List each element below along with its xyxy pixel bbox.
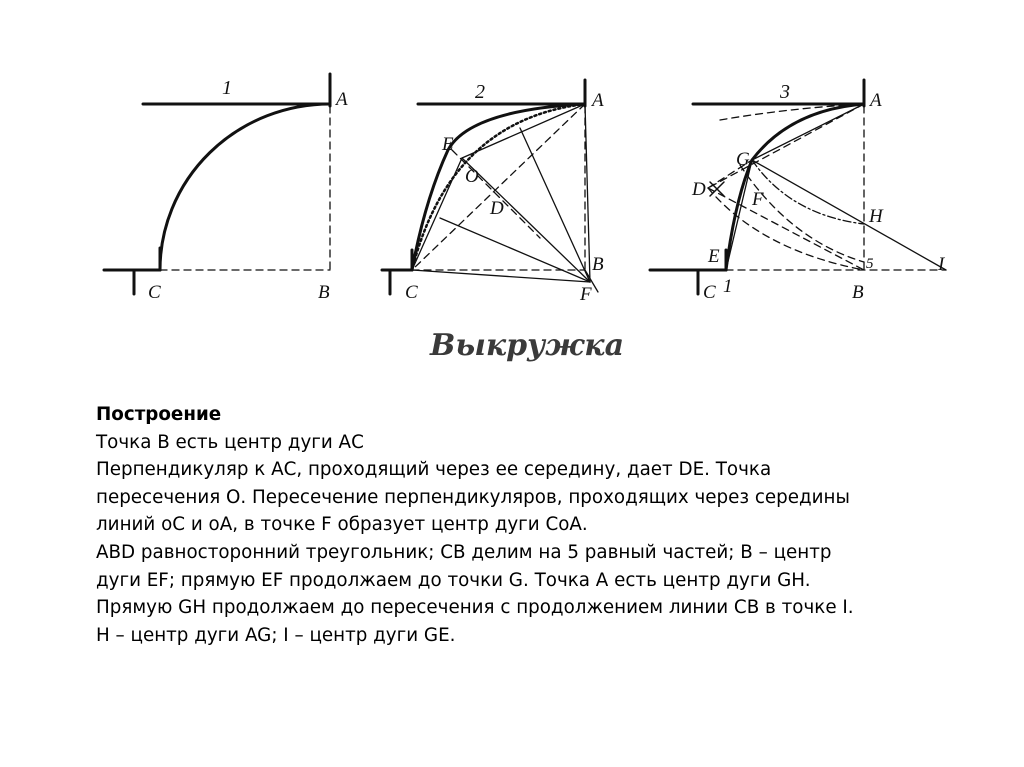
figure-1-label-a: A (336, 89, 348, 110)
figure-2-label-a: A (592, 90, 604, 111)
figure-3-label-a: A (870, 90, 882, 111)
figure-3-label-one: 1 (723, 276, 733, 297)
description-heading: Построение (96, 404, 222, 425)
figure-2-label-b: B (592, 254, 604, 275)
figure-1-label-c: C (148, 282, 161, 303)
figure-1-label-b: B (318, 282, 330, 303)
figure-2 (382, 80, 598, 294)
construction-description (96, 401, 976, 649)
figure-1-number: 1 (222, 77, 232, 99)
figure-2-label-c: C (405, 282, 418, 303)
figure-2-label-d: D (490, 198, 504, 219)
figure-3-label-f: F (752, 189, 764, 210)
diagram-caption: Выкружка (430, 328, 625, 363)
figure-2-label-o: O (465, 166, 479, 187)
description-line: Точка В есть центр дуги АС (96, 431, 364, 453)
figure-3-label-h: H (869, 206, 883, 227)
arc-ac (160, 104, 330, 270)
description-line: Прямую GH продолжаем до пересечения с продолжением линии CB в точке I. (96, 597, 854, 619)
description-line: H – центр дуги AG; I – центр дуги GE. (96, 624, 456, 646)
figure-3-label-b: B (852, 282, 864, 303)
figure-3-label-i: I (938, 254, 945, 275)
figure-2-number: 2 (475, 81, 485, 103)
figure-3-label-e: E (708, 246, 720, 267)
figure-2-label-e: E (442, 134, 454, 155)
description-line: линий оС и оА, в точке F образует центр дуги СоА. (96, 514, 588, 536)
figure-3-label-five: 5 (866, 256, 874, 272)
figure-3-label-d: D (692, 179, 706, 200)
figure-3-label-c: C (703, 282, 716, 303)
description-line: ABD равносторонний треугольник; CB делим на 5 равный частей; B – центр (96, 541, 832, 563)
figure-1 (104, 74, 330, 294)
arc-age (726, 104, 864, 270)
figure-3-number: 3 (780, 81, 790, 103)
figure-3-label-g: G (736, 149, 750, 170)
figure-2-label-f: F (580, 284, 592, 305)
description-line: Перпендикуляр к АС, проходящий через ее середину, дает DE. Точка (96, 459, 772, 481)
description-line: дуги EF; прямую EF продолжаем до точки G. Точка A есть центр дуги GH. (96, 569, 811, 591)
description-line: пересечения О. Пересечение перпендикуляров, проходящих через середины (96, 486, 850, 508)
